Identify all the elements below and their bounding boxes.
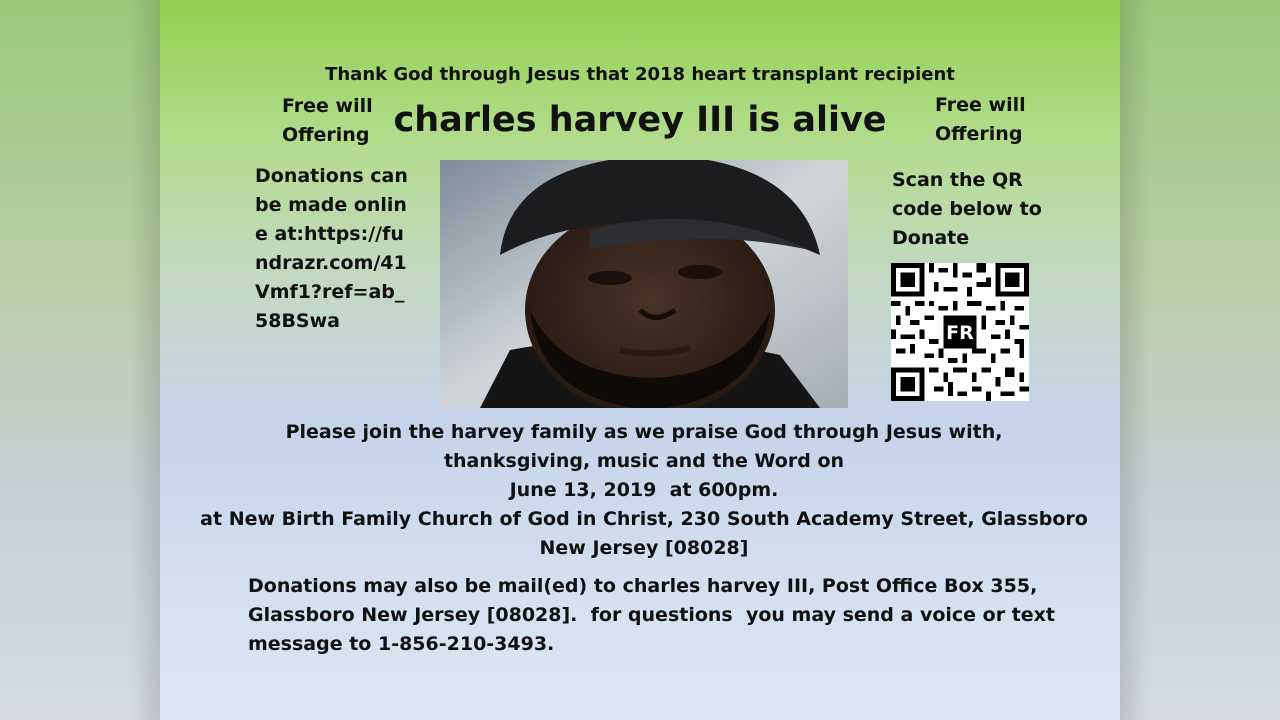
event-line-4: at New Birth Family Church of God in Christ, 230 South Academy Street, Glassboro <box>200 508 1088 530</box>
right-backdrop <box>1120 0 1280 720</box>
left-backdrop <box>0 0 160 720</box>
flyer-subtitle: Thank God through Jesus that 2018 heart transplant recipient <box>325 64 955 85</box>
free-will-offering-left <box>282 92 373 150</box>
mail-line-3: message to 1-856-210-3493. <box>248 633 555 655</box>
qr-code-icon <box>891 263 1029 401</box>
event-line-1: Please join the harvey family as we praise God through Jesus with, <box>285 421 1003 443</box>
qr-instructions: Scan the QR code below to Donate <box>892 169 1042 249</box>
event-line-2: thanksgiving, music and the Word on <box>443 450 845 472</box>
online-donation-text: Donations can be made online at:https://fundrazr.com/41Vmf1?ref=ab_58BSwa <box>255 165 408 332</box>
mail-donation-text <box>248 572 1068 659</box>
flyer-title: charles harvey III is alive <box>393 100 887 140</box>
portrait-photo <box>440 160 848 408</box>
donation-qr-code[interactable] <box>891 263 1029 401</box>
event-line-3: June 13, 2019 at 600pm. <box>509 479 779 501</box>
free-will-offering-right <box>935 91 1026 149</box>
portrait-image <box>440 160 848 408</box>
flyer-slide <box>160 0 1120 720</box>
mail-line-2: Glassboro New Jersey [08028]. for questions you may send a voice or text <box>248 604 1056 626</box>
free-will-left-line1: Free will <box>282 95 373 117</box>
mail-line-1: Donations may also be mail(ed) to charles harvey III, Post Office Box 355, <box>248 575 1038 597</box>
event-details <box>160 418 1128 563</box>
qr-badge-label: FR <box>946 322 974 345</box>
free-will-left-line2: Offering <box>282 124 370 146</box>
free-will-right-line1: Free will <box>935 94 1026 116</box>
free-will-right-line2: Offering <box>935 123 1023 145</box>
event-line-5: New Jersey [08028] <box>539 537 749 559</box>
